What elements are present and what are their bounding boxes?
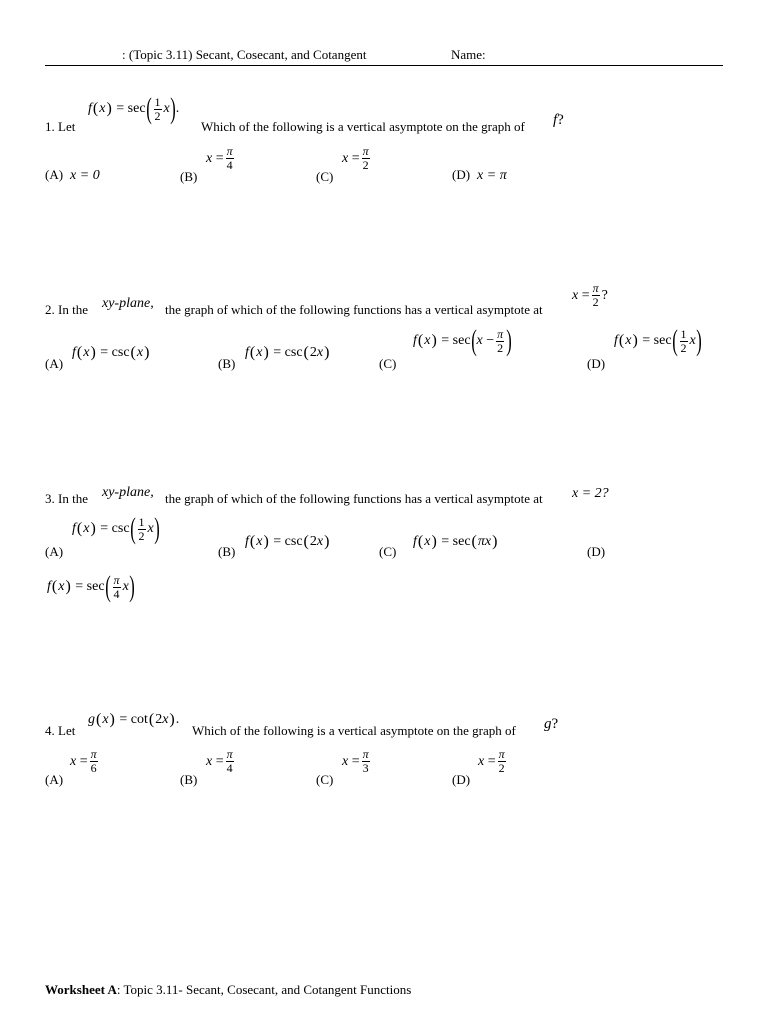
q2-choice-d-label[interactable]: (D)	[587, 356, 606, 371]
q1-choice-c-label[interactable]: (C)	[316, 169, 334, 184]
name-label: Name:	[451, 47, 486, 62]
q4-choice-c-label[interactable]: (C)	[316, 772, 334, 787]
q3-choice-a-math: f ( x ) = csc ( $\frac{1}{2}$ x )	[72, 512, 160, 545]
q3-number: 3. In the	[45, 491, 88, 506]
q2-choice-c-math: f ( x ) = sec ( x − $\frac{\pi}{2}$ )	[413, 324, 512, 357]
q3-choice-b-label[interactable]: (B)	[218, 544, 236, 559]
q2-stem: the graph of which of the following functions has a vertical asymptote at	[165, 302, 543, 317]
q1-function-def: f ( x ) = sec ( $\frac{1}{2}$ x ) .	[88, 92, 180, 125]
q1-choice-b-math: x = $\frac{\pi}{4}$	[206, 144, 233, 172]
q3-choice-b-math: f ( x ) = csc ( 2 x )	[245, 533, 330, 550]
q1-func-name: f?	[553, 112, 564, 128]
q2-choice-d-math: f ( x ) = sec ( $\frac{1}{2}$ x )	[614, 324, 702, 357]
q3-choice-d-label[interactable]: (D)	[587, 544, 606, 559]
footer-rest: : Topic 3.11- Secant, Cosecant, and Cotangent Functions	[116, 982, 412, 997]
q1-stem: Which of the following is a vertical asymptote on the graph of	[201, 119, 525, 134]
q2-choice-a-math: f ( x ) = csc ( x )	[72, 344, 150, 361]
q3-choice-c-math: f ( x ) = sec ( πx )	[413, 533, 498, 550]
q3-xy-plane: xy-plane,	[102, 485, 154, 500]
q4-choice-a-label[interactable]: (A)	[45, 772, 64, 787]
q4-function-def: g ( x ) = cot ( 2 x ) .	[88, 711, 180, 728]
footer	[45, 983, 411, 996]
q3-asymptote-value: x = 2?	[572, 486, 609, 501]
q4-choice-b-label[interactable]: (B)	[180, 772, 198, 787]
q1-choice-a[interactable]: (A) x = 0	[45, 167, 100, 183]
q3-choice-c-label[interactable]: (C)	[379, 544, 397, 559]
q1-number: 1. Let	[45, 119, 76, 134]
q3-choice-d-math: f ( x ) = sec ( $\frac{\pi}{4}$ x )	[47, 570, 135, 603]
q1-choice-c-math: x = $\frac{\pi}{2}$	[342, 144, 369, 172]
q4-choice-d-label[interactable]: (D)	[452, 772, 471, 787]
q4-choice-b-math: x = $\frac{\pi}{4}$	[206, 747, 233, 775]
q2-choice-b-label[interactable]: (B)	[218, 356, 236, 371]
q4-number: 4. Let	[45, 723, 76, 738]
q4-choice-c-math: x = $\frac{\pi}{3}$	[342, 747, 369, 775]
q3-choice-a-label[interactable]: (A)	[45, 544, 64, 559]
q2-xy-plane: xy-plane,	[102, 296, 154, 311]
q1-choice-d[interactable]: (D) x = π	[452, 167, 507, 183]
q2-number: 2. In the	[45, 302, 88, 317]
q4-choice-a-math: x = $\frac{\pi}{6}$	[70, 747, 97, 775]
q4-func-name: g?	[544, 716, 559, 732]
footer-bold: Worksheet A	[45, 982, 117, 997]
q2-asymptote-value: x = $\frac{\pi}{2}$ ?	[572, 281, 608, 309]
header-rule	[45, 65, 723, 66]
q4-stem: Which of the following is a vertical asymptote on the graph of	[192, 723, 516, 738]
q4-choice-d-math: x = $\frac{\pi}{2}$	[478, 747, 505, 775]
worksheet-title: : (Topic 3.11) Secant, Cosecant, and Cotangent	[122, 47, 367, 62]
q2-choice-b-math: f ( x ) = csc ( 2 x )	[245, 344, 330, 361]
q2-choice-c-label[interactable]: (C)	[379, 356, 397, 371]
q1-choice-b-label[interactable]: (B)	[180, 169, 198, 184]
q2-choice-a-label[interactable]: (A)	[45, 356, 64, 371]
q3-stem: the graph of which of the following functions has a vertical asymptote at	[165, 491, 543, 506]
